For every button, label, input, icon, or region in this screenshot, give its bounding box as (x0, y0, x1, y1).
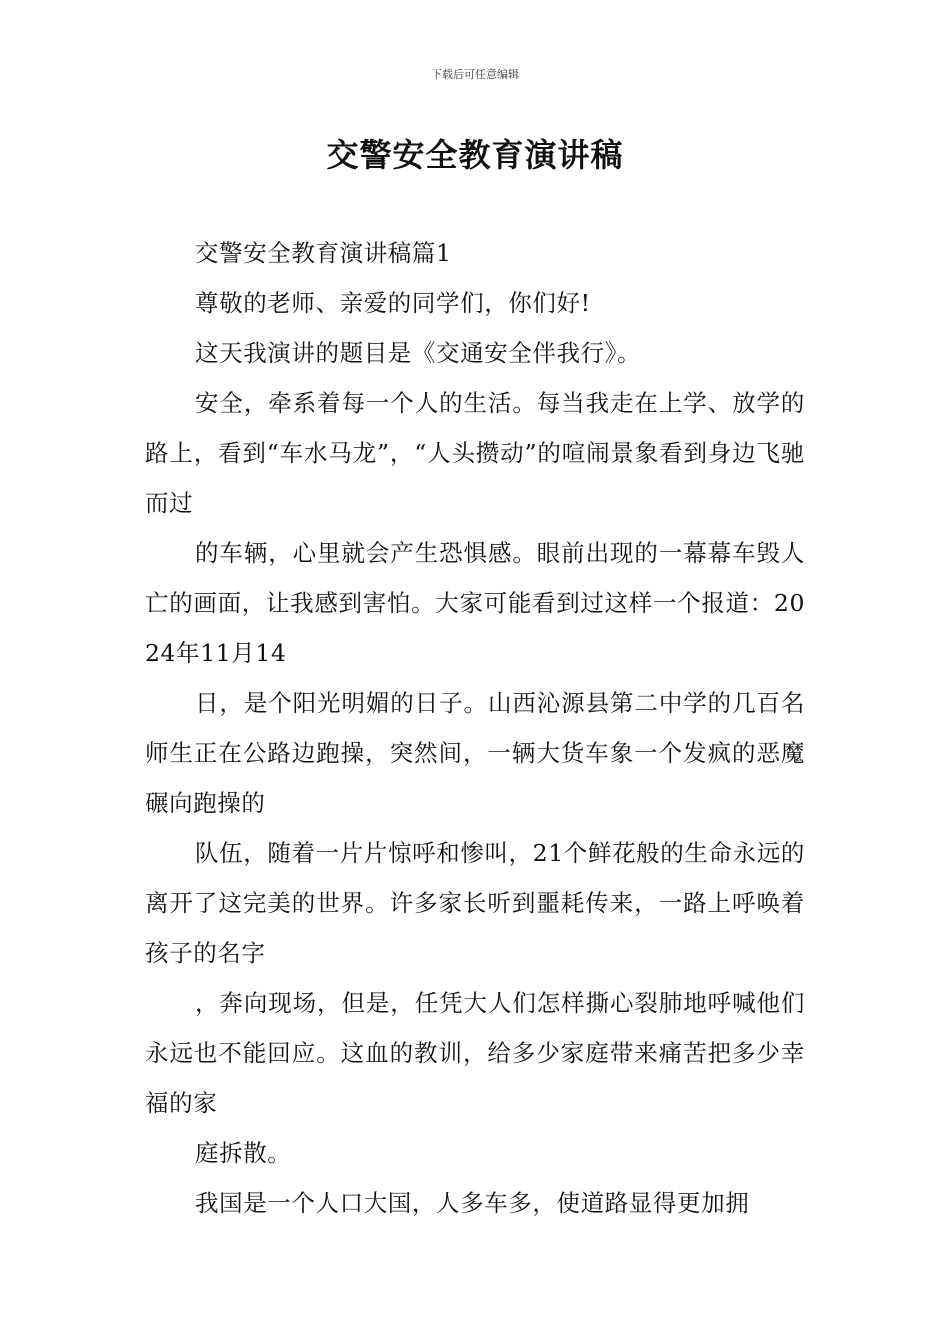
paragraph: 我国是一个人口大国，人多车多，使道路显得更加拥 (195, 1189, 750, 1217)
paragraph: 队伍，随着一片片惊呼和惨叫，21个鲜花般的生命永远的离开了这完美的世界。许多家长听到噩耗传来，一路上呼唤着孩子的名字 (145, 839, 805, 967)
paragraph: 日，是个阳光明媚的日子。山西沁源县第二中学的几百名师生正在公路边跑操，突然间，一辆大货车象一个发疯的恶魔碾向跑操的 (145, 689, 805, 817)
paragraph-section-heading: 交警安全教育演讲稿篇1 (195, 239, 452, 267)
paragraph: 的车辆，心里就会产生恐惧感。眼前出现的一幕幕车毁人亡的画面，让我感到害怕。大家可能看到过这样一个报道：2024年11月14 (145, 539, 805, 667)
paragraph: 安全，牵系着每一个人的生活。每当我走在上学、放学的路上，看到“车水马龙”，“人头攒动”的喧闹景象看到身边飞驰而过 (145, 389, 805, 517)
paragraph-topic: 这天我演讲的题目是《交通安全伴我行》。 (195, 339, 642, 367)
paragraph: 庭拆散。 (195, 1139, 292, 1167)
document-title: 交警安全教育演讲稿 (326, 136, 624, 174)
document-body (145, 228, 805, 1228)
page-header-note: 下载后可任意编辑 (431, 68, 519, 81)
paragraph-greeting: 尊敬的老师、亲爱的同学们，你们好! (195, 289, 591, 317)
paragraph: ，奔向现场，但是，任凭大人们怎样撕心裂肺地呼喊他们永远也不能回应。这血的教训，给多少家庭带来痛苦把多少幸福的家 (145, 989, 805, 1117)
